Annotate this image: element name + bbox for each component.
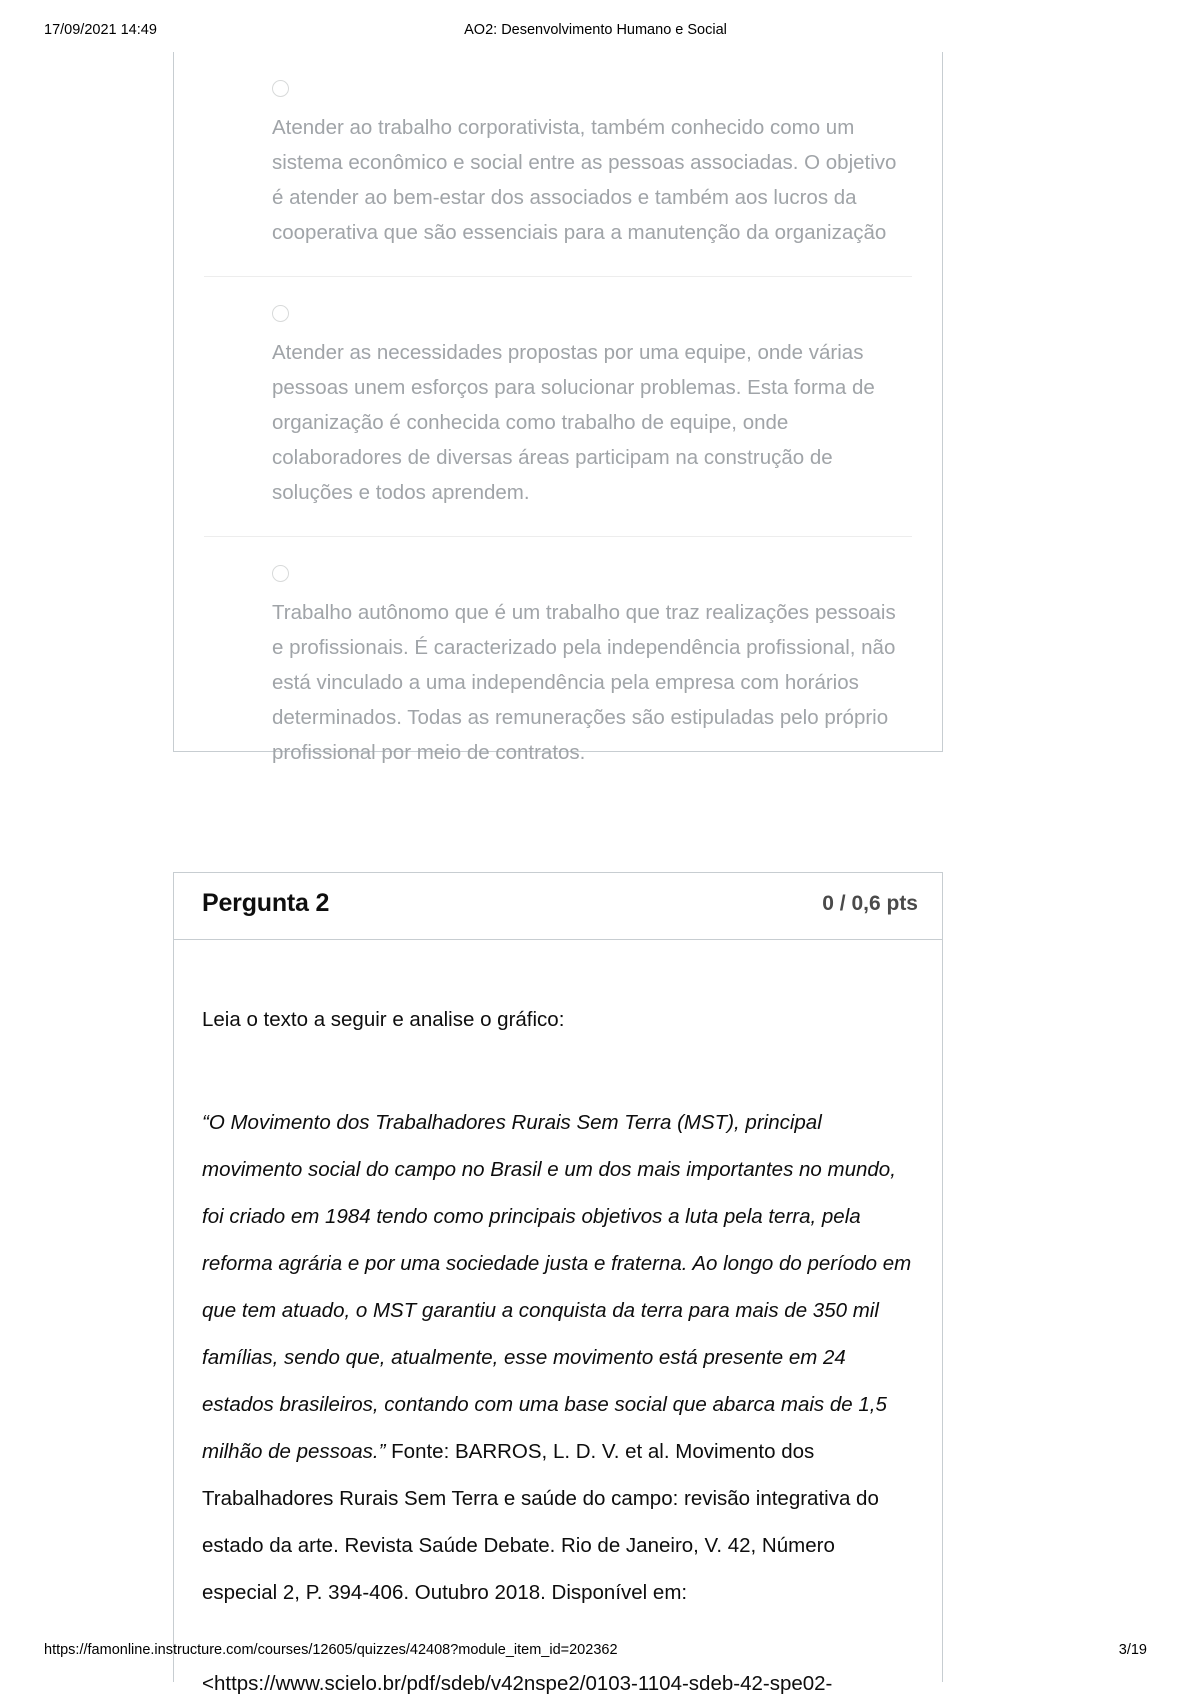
- answer-option[interactable]: [204, 276, 912, 536]
- print-title: AO2: Desenvolvimento Humano e Social: [464, 22, 727, 38]
- print-footer: [0, 1642, 1191, 1662]
- answer-option-label: Atender as necessidades propostas por uma equipe, onde várias pessoas unem esforços para solucionar problemas. Esta forma de organização é conhecida como trabalho de equipe, onde colaboradores de diversas áreas participam na construção de soluções e todos aprendem.: [272, 341, 875, 504]
- question-2-citation: Fonte: BARROS, L. D. V. et al. Movimento dos Trabalhadores Rurais Sem Terra e saúde do campo: revisão integrativa do estado da arte. Revista Saúde Debate. Rio de Janeiro, V. 42, Número especial 2, P. 394-406. Outubro 2018. Disponível em:: [202, 1440, 879, 1604]
- radio-button-icon[interactable]: [272, 305, 289, 322]
- print-footer-url: https://famonline.instructure.com/courses/12605/quizzes/42408?module_item_id=202362: [44, 1642, 618, 1658]
- question-2-header: [174, 873, 942, 940]
- answer-option[interactable]: [204, 536, 912, 796]
- answer-options-card: [173, 52, 943, 764]
- question-2-source-paragraph: [202, 1099, 914, 1616]
- answer-options-list: [174, 52, 942, 796]
- answer-option[interactable]: [204, 52, 912, 276]
- question-2-title: Pergunta 2: [202, 889, 330, 917]
- radio-button-icon[interactable]: [272, 565, 289, 582]
- question-2-card: [173, 872, 943, 1695]
- answer-option-label: Trabalho autônomo que é um trabalho que traz realizações pessoais e profissionais. É caracterizado pela independência profissional, não está vinculado a uma independência pela empresa com horários determinados. Todas as remunerações são estipuladas pelo próprio profissional por meio de contratos.: [272, 601, 896, 764]
- question-2-source-link: <https://www.scielo.br/pdf/sdeb/v42nspe2/0103-1104-sdeb-42-spe02-: [202, 1672, 833, 1695]
- question-2-quote: “O Movimento dos Trabalhadores Rurais Sem Terra (MST), principal movimento social do campo no Brasil e um dos mais importantes no mundo, foi criado em 1984 tendo como principais objetivos a luta pela terra, pela reforma agrária e por uma sociedade justa e fraterna. Ao longo do período em que tem atuado, o MST garantiu a conquista da terra para mais de 350 mil famílias, sendo que, atualmente, esse movimento está presente em 24 estados brasileiros, contando com uma base social que abarca mais de 1,5 milhão de pessoas.”: [202, 1111, 912, 1463]
- print-date: 17/09/2021 14:49: [44, 22, 157, 38]
- answer-option-label: Atender ao trabalho corporativista, também conhecido como um sistema econômico e social entre as pessoas associadas. O objetivo é atender ao bem-estar dos associados e também aos lucros da cooperativa que são essenciais para a manutenção da organização: [272, 116, 897, 244]
- question-2-score: 0 / 0,6 pts: [822, 892, 918, 915]
- print-footer-page-number: 3/19: [1118, 1642, 1147, 1658]
- print-header: [0, 22, 1191, 44]
- question-2-body: [174, 940, 942, 1707]
- radio-button-icon[interactable]: [272, 80, 289, 97]
- question-2-lead-text: Leia o texto a seguir e analise o gráfico:: [202, 1008, 565, 1031]
